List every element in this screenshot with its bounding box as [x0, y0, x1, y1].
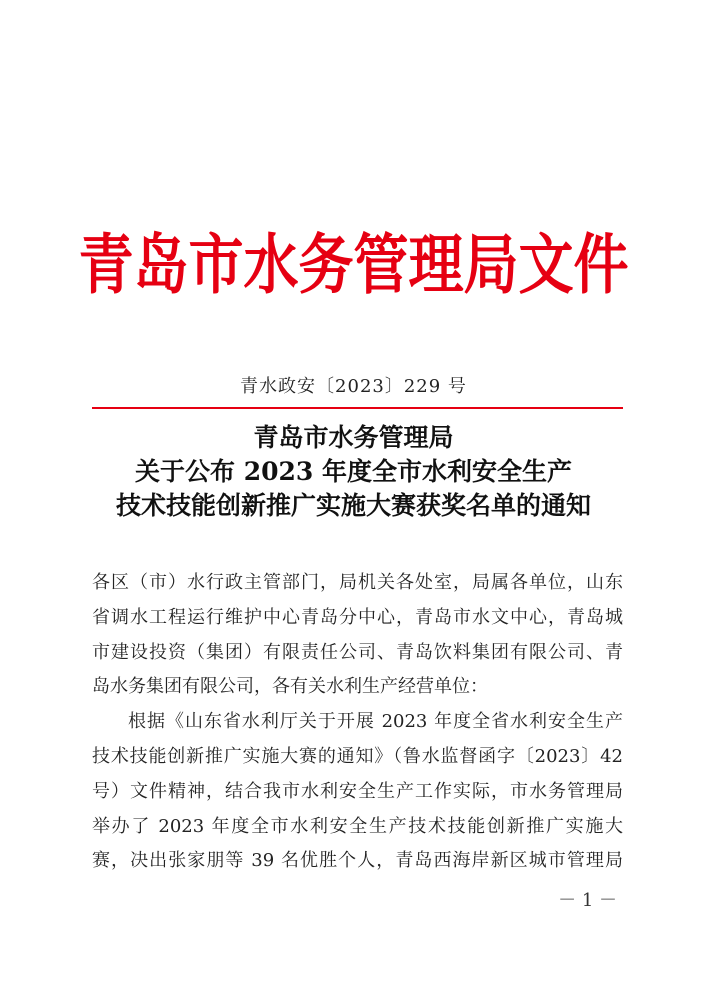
- paragraph-line: 根据《山东省水利厅关于开展 2023 年度全省水利安全生产: [128, 711, 623, 733]
- paragraph-line: 号）文件精神，结合我市水利安全生产工作实际，市水务管理局: [92, 780, 623, 802]
- document-number: 青水政安〔2023〕229 号: [240, 376, 467, 397]
- title-line-2: 关于公布 2023 年度全市水利安全生产: [135, 457, 572, 486]
- recipients-line: 市建设投资（集团）有限责任公司、青岛饮料集团有限公司、青: [92, 641, 623, 663]
- paragraph-line: 赛，决出张家朋等 39 名优胜个人，青岛西海岸新区城市管理局: [92, 850, 623, 872]
- page-number: － 1 －: [558, 890, 617, 911]
- paragraph-line: 举办了 2023 年度全市水利安全生产技术技能创新推广实施大: [92, 815, 623, 837]
- notice-title: [0, 421, 707, 523]
- title-line-1: 青岛市水务管理局: [253, 423, 454, 452]
- red-divider-line: [92, 407, 623, 409]
- recipients-line: 岛水务集团有限公司，各有关水利生产经营单位：: [92, 676, 488, 698]
- recipients-line: 省调水工程运行维护中心青岛分中心，青岛市水文中心，青岛城: [92, 606, 623, 628]
- body-text: [92, 566, 623, 879]
- recipients-line: 各区（市）水行政主管部门，局机关各处室，局属各单位，山东: [92, 572, 623, 593]
- red-header-title: 青岛市水务管理局文件: [78, 226, 629, 303]
- title-line-3: 技术技能创新推广实施大赛获奖名单的通知: [115, 491, 591, 520]
- paragraph-line: 技术技能创新推广实施大赛的通知》（鲁水监督函字〔2023〕42: [92, 745, 623, 767]
